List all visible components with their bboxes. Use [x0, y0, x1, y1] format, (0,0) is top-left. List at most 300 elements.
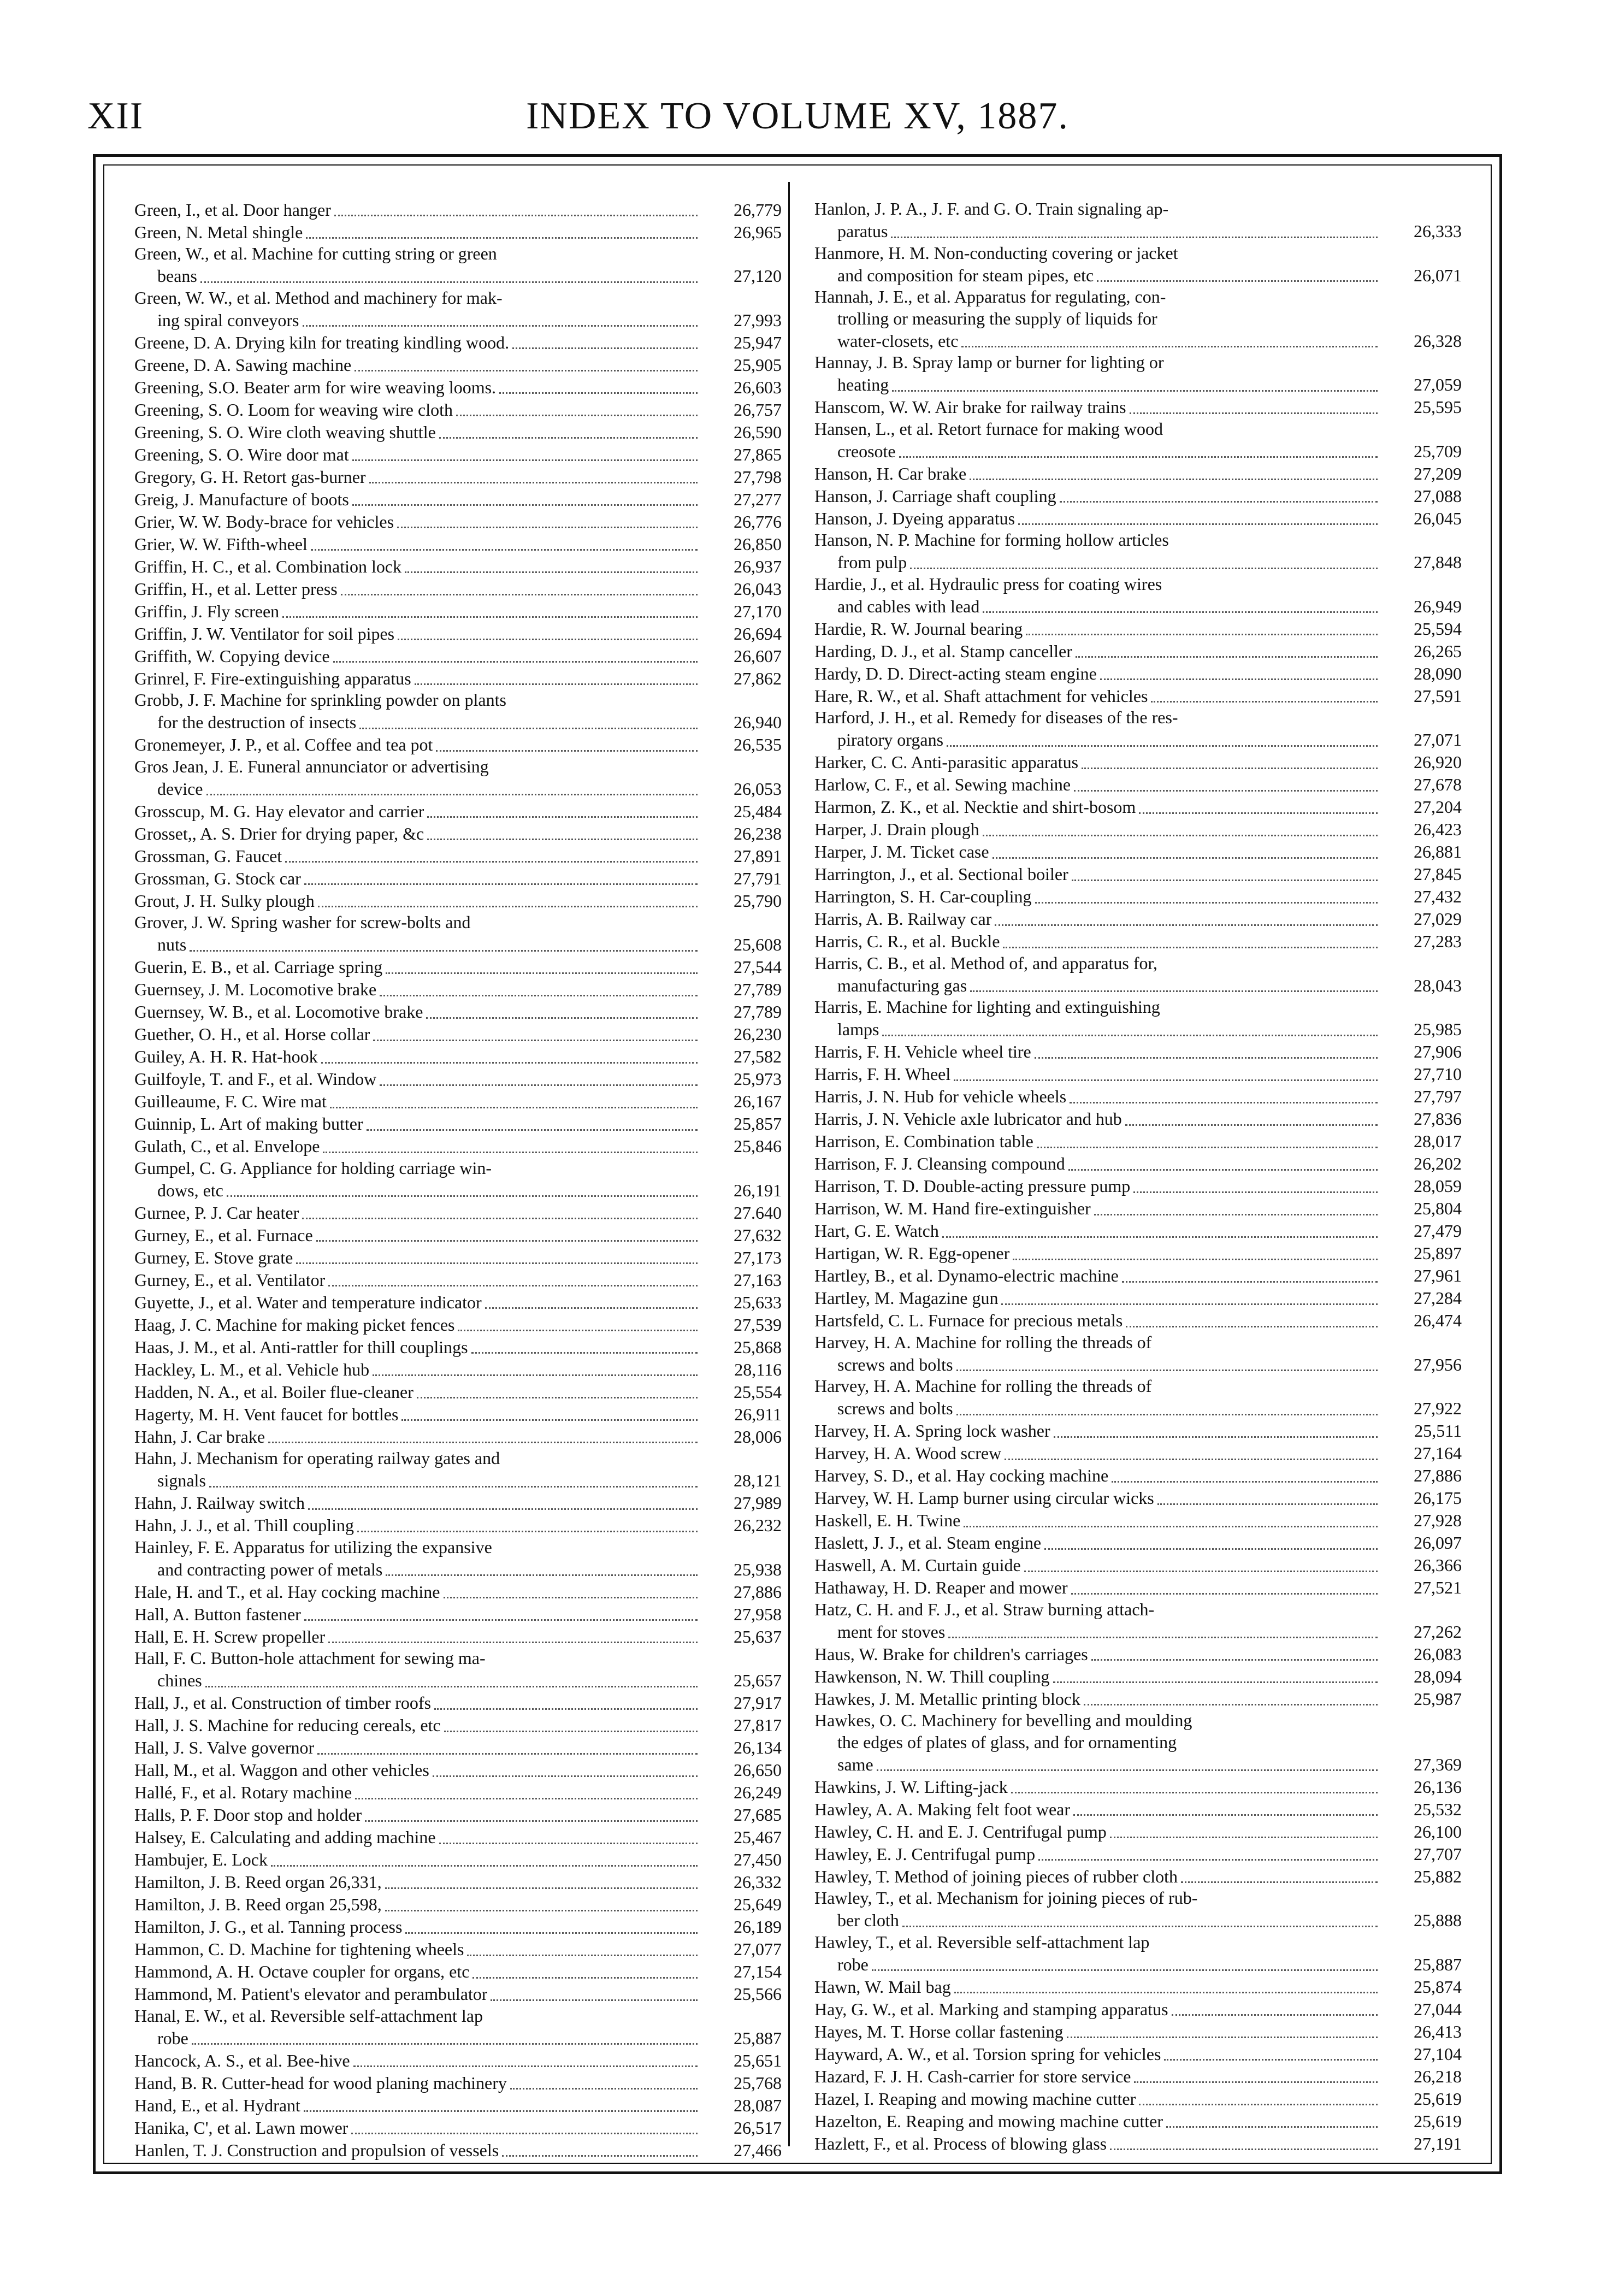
index-entry [134, 1403, 782, 1425]
dot-leader [1097, 264, 1378, 282]
index-entry [134, 912, 782, 956]
dot-leader [970, 974, 1378, 992]
entry-text: Gurney, E. Stove grate [134, 1247, 293, 1267]
dot-leader [380, 978, 698, 996]
index-entry-line [134, 889, 782, 912]
entry-text: Hanal, E. W., et al. Reversible self-attachment lap [134, 2005, 483, 2026]
index-entry [134, 353, 782, 376]
dot-leader [1110, 1820, 1378, 1838]
entry-text: Harvey, H. A. Machine for rolling the threads of [814, 1376, 1152, 1396]
entry-text: Haag, J. C. Machine for making picket fences [134, 1314, 455, 1335]
index-entry [814, 1265, 1462, 1287]
index-entry-line [814, 640, 1462, 662]
entry-text: Grout, J. H. Sulky plough [134, 890, 315, 911]
patent-number: 27,154 [734, 1962, 782, 1981]
dot-leader [485, 1291, 698, 1309]
index-entry-line [814, 1554, 1462, 1577]
dot-leader [961, 329, 1378, 347]
entry-text: Green, W. W., et al. Method and machinery for mak- [134, 287, 503, 308]
dot-leader [304, 2094, 698, 2112]
dot-leader [1112, 1465, 1378, 1483]
dot-leader [995, 908, 1378, 926]
index-entry-line [134, 1023, 782, 1046]
patent-number: 25,595 [1414, 397, 1462, 417]
index-entry [134, 1781, 782, 1804]
entry-text: Hadden, N. A., et al. Boiler flue-cleaner [134, 1382, 413, 1402]
dot-leader [351, 2116, 698, 2134]
patent-number: 25,846 [734, 1136, 782, 1156]
dot-leader [942, 1220, 1378, 1238]
patent-number: 27,173 [734, 1247, 782, 1267]
index-entry-line [814, 595, 1462, 617]
dot-leader [200, 265, 698, 283]
index-entry-line [814, 264, 1462, 286]
patent-number: 27,120 [734, 266, 782, 286]
index-entry [814, 1599, 1462, 1643]
patent-number: 25,484 [734, 801, 782, 821]
dot-leader [954, 1063, 1378, 1081]
entry-text: Harrison, E. Combination table [814, 1131, 1033, 1151]
index-entry [134, 956, 782, 978]
patent-number: 27.640 [734, 1202, 782, 1223]
entry-text: Hanika, C', et al. Lawn mower [134, 2117, 348, 2138]
entry-text: Hall, M., et al. Waggon and other vehicles [134, 1760, 429, 1780]
index-entry [134, 600, 782, 622]
dot-leader [1172, 1998, 1378, 2016]
entry-text: Hahn, J. Mechanism for operating railway gates and [134, 1448, 500, 1468]
dot-leader [1166, 2110, 1378, 2128]
dot-leader [227, 1179, 698, 1197]
patent-number: 26,218 [1414, 2066, 1462, 2086]
entry-text: robe [837, 1954, 869, 1974]
index-entry [814, 1309, 1462, 1332]
index-entry-line [134, 734, 782, 756]
index-entry-line [814, 1753, 1462, 1775]
index-entry [814, 1108, 1462, 1130]
index-entry-line [134, 867, 782, 889]
dot-leader [970, 462, 1378, 480]
index-entry-line [814, 1953, 1462, 1975]
dot-leader [1082, 751, 1378, 769]
entry-text: Guether, O. H., et al. Horse collar [134, 1024, 370, 1044]
dot-leader [512, 331, 698, 349]
index-entry [814, 1041, 1462, 1063]
index-entry-line [134, 777, 782, 800]
dot-leader [1181, 1865, 1378, 1883]
index-entry [134, 622, 782, 645]
entry-text: Harlow, C. F., et al. Sewing machine [814, 775, 1071, 794]
index-entry [134, 510, 782, 533]
patent-number: 27,204 [1414, 797, 1462, 817]
dot-leader [333, 645, 698, 663]
index-entry [814, 243, 1462, 287]
index-entry [814, 1798, 1462, 1820]
dot-leader [1157, 1487, 1378, 1505]
dot-leader [205, 1669, 698, 1687]
index-entry-line [134, 1179, 782, 1201]
dot-leader [190, 934, 698, 952]
entry-text: Guilfoyle, T. and F., et al. Window [134, 1069, 377, 1089]
dot-leader [318, 889, 698, 907]
entry-text: Griffin, H. C., et al. Combination lock [134, 556, 402, 576]
index-entry-line [814, 1175, 1462, 1197]
entry-text: paratus [837, 221, 888, 241]
entry-text: Hartley, B., et al. Dynamo-electric machine [814, 1266, 1119, 1285]
entry-text: Hamilton, J. G., et al. Tanning process [134, 1917, 403, 1937]
index-entry-line [134, 1001, 782, 1023]
index-entry-line [814, 1909, 1462, 1932]
index-entry [814, 796, 1462, 818]
patent-number: 25,887 [1414, 1954, 1462, 1974]
index-entry [814, 574, 1462, 618]
dot-leader [891, 220, 1378, 238]
dot-leader [369, 465, 698, 483]
column-divider [788, 182, 790, 2146]
entry-text: Harrington, S. H. Car-coupling [814, 887, 1032, 906]
patent-number: 27,539 [734, 1314, 782, 1335]
patent-number: 25,594 [1414, 618, 1462, 639]
patent-number: 27,277 [734, 489, 782, 509]
entry-text: Gulath, C., et al. Envelope [134, 1136, 320, 1156]
index-entry-line [134, 1224, 782, 1246]
index-entry-line [814, 1063, 1462, 1085]
entry-text: Hagerty, M. H. Vent faucet for bottles [134, 1404, 399, 1424]
entry-text: Hardie, R. W. Journal bearing [814, 618, 1023, 639]
patent-number: 26,650 [734, 1760, 782, 1780]
patent-number: 25,532 [1414, 1799, 1462, 1819]
dot-leader [1038, 1843, 1378, 1861]
index-entry-line [814, 2020, 1462, 2043]
dot-leader [1068, 1153, 1378, 1171]
patent-number: 26,232 [734, 1515, 782, 1535]
entry-text: Hale, H. and T., et al. Hay cocking machine [134, 1581, 440, 1602]
index-entry-line [134, 1492, 782, 1514]
index-entry [814, 1442, 1462, 1465]
dot-leader [271, 1849, 698, 1867]
entry-text: ing spiral conveyors [157, 310, 299, 330]
entry-text: Hall, J. S. Valve governor [134, 1738, 315, 1757]
dot-leader [992, 841, 1378, 859]
dot-leader [472, 1961, 698, 1979]
patent-number: 25,905 [734, 355, 782, 375]
index-entry [134, 689, 782, 734]
patent-number: 26,083 [1414, 1644, 1462, 1664]
index-entry-line [814, 1353, 1462, 1376]
entry-text: the edges of plates of glass, and for ornamenting [837, 1732, 1177, 1752]
index-entry [134, 2116, 782, 2139]
dot-leader [1130, 396, 1378, 414]
index-entry-line [134, 1246, 782, 1268]
index-entry [814, 1465, 1462, 1487]
index-entry-line [134, 1068, 782, 1090]
dot-leader [902, 1909, 1378, 1927]
dot-leader [359, 711, 698, 729]
patent-number: 27,797 [1414, 1087, 1462, 1106]
dot-leader [1005, 1442, 1378, 1460]
index-entry-line [814, 1865, 1462, 1887]
entry-text: Hannah, J. E., et al. Apparatus for regulating, con- [814, 287, 1166, 306]
patent-number: 25,554 [734, 1382, 782, 1402]
entry-text: Hawkes, J. M. Metallic printing block [814, 1689, 1081, 1709]
entry-text: Hawley, T. Method of joining pieces of rubber cloth [814, 1866, 1178, 1886]
index-entry-line [134, 1358, 782, 1380]
patent-number: 28,043 [1414, 975, 1462, 995]
index-entry [134, 2005, 782, 2050]
entry-text: from pulp [837, 552, 907, 572]
dot-leader [1072, 863, 1378, 881]
patent-number: 25,857 [734, 1114, 782, 1134]
dot-leader [502, 2139, 698, 2157]
entry-text: Gros Jean, J. E. Funeral annunciator or advertising [134, 756, 489, 776]
index-entry-line [814, 1108, 1462, 1130]
index-entry [134, 2071, 782, 2094]
index-entry [134, 1916, 782, 1938]
index-entry-line [814, 462, 1462, 485]
index-entry [814, 863, 1462, 886]
dot-leader [357, 1514, 698, 1532]
entry-text: Hatz, C. H. and F. J., et al. Straw burning attach- [814, 1599, 1155, 1619]
entry-text: Hawley, T., et al. Reversible self-attachment lap [814, 1932, 1150, 1952]
index-entry-line [814, 751, 1462, 774]
patent-number: 25,566 [734, 1984, 782, 2004]
dot-leader [282, 600, 698, 618]
dot-leader [1076, 640, 1378, 658]
entry-text: Grier, W. W. Fifth-wheel [134, 534, 308, 554]
page-border [93, 154, 1502, 2174]
entry-text: Hall, E. H. Screw propeller [134, 1626, 326, 1646]
patent-number: 27,922 [1414, 1398, 1462, 1418]
index-entry-line [134, 667, 782, 689]
index-entry [814, 1153, 1462, 1175]
index-entry-line [814, 1509, 1462, 1532]
index-entry [134, 1983, 782, 2005]
patent-number: 27,632 [734, 1225, 782, 1245]
index-entry [134, 867, 782, 889]
entry-text: Hawley, A. A. Making felt foot wear [814, 1799, 1071, 1819]
dot-leader [1003, 930, 1378, 948]
entry-text: Harvey, H. A. Wood screw [814, 1443, 1002, 1463]
index-entry [134, 1804, 782, 1826]
entry-text: Hare, R. W., et al. Shaft attachment for vehicles [814, 686, 1148, 706]
index-entry [814, 930, 1462, 953]
index-entry-line [814, 1442, 1462, 1465]
entry-text: Hazlett, F., et al. Process of blowing glass [814, 2133, 1107, 2153]
dot-leader [456, 398, 698, 416]
patent-number: 28,017 [1414, 1131, 1462, 1151]
index-entry-line [134, 934, 782, 956]
index-entry [814, 1130, 1462, 1153]
index-entry [814, 841, 1462, 863]
index-entry-line [814, 1532, 1462, 1554]
entry-text: Hahn, J. Car brake [134, 1426, 265, 1447]
entry-text: Grossman, G. Stock car [134, 868, 301, 888]
index-entry [814, 953, 1462, 997]
index-entry [814, 1643, 1462, 1665]
index-entry-line [134, 221, 782, 243]
patent-number: 27,283 [1414, 931, 1462, 951]
entry-text: Harrison, F. J. Cleansing compound [814, 1154, 1065, 1173]
index-entry [814, 774, 1462, 796]
entry-text: creosote [837, 441, 896, 461]
index-entry-line [134, 845, 782, 867]
entry-text: device [157, 778, 203, 799]
dot-leader [427, 800, 698, 818]
index-entry [814, 507, 1462, 529]
patent-number: 27,956 [1414, 1354, 1462, 1374]
entry-text: Harmon, Z. K., et al. Necktie and shirt-bosom [814, 797, 1136, 817]
entry-text: same [837, 1754, 873, 1774]
dot-leader [285, 845, 698, 863]
entry-text: Gronemeyer, J. P., et al. Coffee and tea pot [134, 735, 433, 754]
index-entry [134, 1380, 782, 1403]
patent-number: 27,164 [1414, 1443, 1462, 1463]
patent-number: 27,284 [1414, 1288, 1462, 1308]
index-entry-line [814, 684, 1462, 707]
index-entry [134, 198, 782, 221]
index-entry [134, 1826, 782, 1849]
patent-number: 26,881 [1414, 842, 1462, 861]
patent-number: 27,479 [1414, 1221, 1462, 1241]
entry-text: Harper, J. M. Ticket case [814, 842, 989, 861]
entry-text: Harris, J. N. Hub for vehicle wheels [814, 1087, 1067, 1106]
index-entry-line [814, 1287, 1462, 1309]
entry-text: Hackley, L. M., et al. Vehicle hub [134, 1359, 370, 1379]
dot-leader [1018, 507, 1378, 525]
entry-text: Hammond, M. Patient's elevator and perambulator [134, 1984, 488, 2004]
patent-number: 25,637 [734, 1626, 782, 1646]
patent-number: 27,466 [734, 2140, 782, 2160]
patent-number: 26,332 [734, 1872, 782, 1892]
entry-text: Haskell, E. H. Twine [814, 1510, 961, 1530]
dot-leader [304, 867, 698, 885]
patent-number: 27,582 [734, 1047, 782, 1066]
patent-number: 26,134 [734, 1738, 782, 1757]
index-entry [134, 1224, 782, 1246]
patent-number: 25,887 [734, 2028, 782, 2048]
index-entry-line [814, 396, 1462, 418]
patent-number: 25,619 [1414, 2111, 1462, 2131]
entry-text: Hanscom, W. W. Air brake for railway trains [814, 397, 1126, 417]
index-entry-line [134, 1268, 782, 1291]
index-entry [814, 1843, 1462, 1865]
entry-text: Greening, S. O. Wire cloth weaving shuttle [134, 422, 436, 442]
entry-text: lamps [837, 1019, 879, 1039]
index-entry-line [814, 2087, 1462, 2110]
entry-text: Haus, W. Brake for children's carriages [814, 1644, 1088, 1664]
index-entry [134, 1090, 782, 1113]
dot-leader [397, 510, 698, 528]
index-entry [814, 1487, 1462, 1509]
patent-number: 26,100 [1414, 1821, 1462, 1841]
patent-number: 27,059 [1414, 375, 1462, 394]
dot-leader [1091, 1643, 1378, 1661]
dot-leader [1126, 1309, 1378, 1327]
entry-text: chines [157, 1671, 202, 1690]
index-entry-line [134, 1826, 782, 1849]
dot-leader [899, 440, 1378, 458]
dot-leader [1070, 1085, 1378, 1103]
index-entry-line [134, 1425, 782, 1448]
patent-number: 25,651 [734, 2050, 782, 2070]
index-entry-line [814, 1242, 1462, 1265]
entry-text: Hawley, T., et al. Mechanism for joining pieces of rub- [814, 1888, 1198, 1908]
index-entry-line [134, 1469, 782, 1492]
patent-number: 27,848 [1414, 552, 1462, 572]
patent-number: 27,798 [734, 467, 782, 487]
entry-text: Hawn, W. Mail bag [814, 1976, 951, 1997]
index-entry-line [134, 1580, 782, 1603]
entry-text: Hanson, J. Dyeing apparatus [814, 508, 1015, 528]
index-entry [134, 1291, 782, 1313]
entry-text: Gregory, G. H. Retort gas-burner [134, 467, 366, 487]
index-entry [134, 1046, 782, 1068]
index-entry-line [134, 2027, 782, 2049]
index-entry [134, 822, 782, 845]
dot-leader [983, 818, 1378, 836]
index-entry-line [134, 1893, 782, 1916]
dot-leader [1139, 796, 1378, 814]
dot-leader [405, 1916, 698, 1934]
dot-leader [352, 443, 698, 461]
index-entry-line [814, 1975, 1462, 1998]
entry-text: Grover, J. W. Spring washer for screw-bolts and [134, 912, 471, 932]
index-entry [134, 1603, 782, 1625]
patent-number: 25,938 [734, 1559, 782, 1579]
entry-text: Guernsey, J. M. Locomotive brake [134, 979, 377, 999]
dot-leader [1133, 1175, 1378, 1193]
patent-number: 27,591 [1414, 686, 1462, 706]
index-entry-line [814, 374, 1462, 396]
entry-text: Harris, E. Machine for lighting and extinguishing [814, 997, 1160, 1017]
patent-number: 25,511 [1414, 1421, 1462, 1441]
patent-number: 25,649 [734, 1894, 782, 1914]
dot-leader [1035, 1041, 1378, 1059]
index-entry [134, 421, 782, 443]
patent-number: 27,862 [734, 668, 782, 688]
patent-number: 25,987 [1414, 1689, 1462, 1709]
entry-text: Green, N. Metal shingle [134, 222, 303, 242]
dot-leader [405, 555, 698, 573]
entry-text: Halls, P. F. Door stop and holder [134, 1805, 362, 1825]
index-entry [814, 1554, 1462, 1577]
patent-number: 26,937 [734, 556, 782, 576]
entry-text: Hannay, J. B. Spray lamp or burner for lighting or [814, 352, 1164, 372]
index-entry [814, 1665, 1462, 1687]
index-entry [814, 352, 1462, 396]
index-entry-line [134, 711, 782, 734]
dot-leader [433, 1759, 698, 1777]
dot-leader [308, 1492, 698, 1510]
index-entry-line [814, 662, 1462, 684]
index-entry [134, 1580, 782, 1603]
index-entry-line [134, 1380, 782, 1403]
entry-text: Greening, S. O. Wire door mat [134, 444, 349, 464]
index-entry-line [814, 1420, 1462, 1442]
index-entry [134, 2049, 782, 2071]
entry-text: Green, I., et al. Door hanger [134, 199, 331, 220]
entry-text: Haslett, J. J., et al. Steam engine [814, 1533, 1042, 1553]
index-entry-line [134, 1201, 782, 1224]
patent-number: 27,163 [734, 1270, 782, 1290]
index-entry-line [134, 1961, 782, 1983]
index-entry-line [814, 1820, 1462, 1843]
patent-number: 26,850 [734, 534, 782, 554]
dot-leader [499, 376, 698, 394]
entry-text: Hall, A. Button fastener [134, 1604, 301, 1624]
patent-number: 28,094 [1414, 1666, 1462, 1686]
index-entry-line [134, 265, 782, 287]
entry-text: Hathaway, H. D. Reaper and mower [814, 1578, 1068, 1597]
